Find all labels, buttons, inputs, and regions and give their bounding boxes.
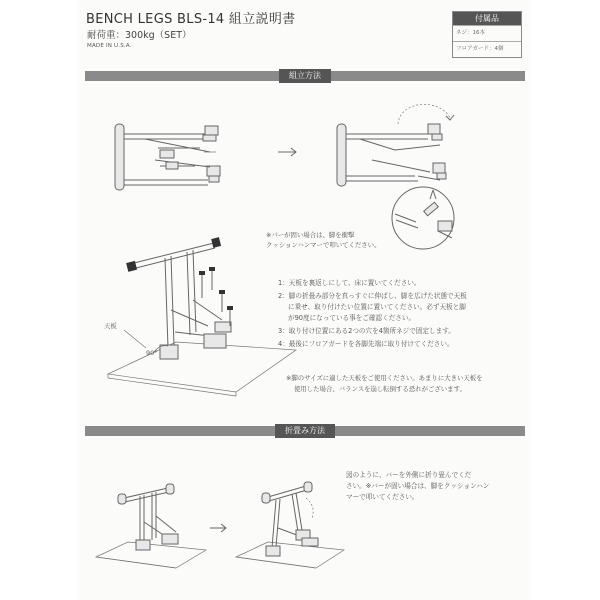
step-3: 3：取り付け位置にある2つの穴を4箇所ネジで固定します。 — [278, 327, 455, 335]
assembly-section-label: 組立方法 — [279, 69, 331, 83]
step-2-line-1: 2：脚の折畳み部分を真っすぐに伸ばし、脚を広げた状態で天板 — [278, 292, 467, 300]
step-4: 4：最後にフロアガードを各脚先端に取り付けてください。 — [278, 340, 454, 348]
accessory-screws: ネジ：16本 — [453, 25, 521, 41]
folding-instruction-line-3: マーで叩いてください。 — [346, 493, 419, 501]
accessories-heading: 付属品 — [453, 12, 521, 25]
accessory-floor-guards: フロアガード：4個 — [453, 41, 521, 57]
load-rating: 耐荷重：300kg（SET） — [87, 30, 192, 41]
folding-instruction-line-1: 図のように、バーを外側に折り畳んでくだ — [346, 471, 472, 479]
step-2-line-3: が90度になっている事をご確認ください。 — [288, 314, 416, 322]
made-in-label: MADE IN U.S.A. — [87, 43, 132, 49]
hammer-note-line-2: クッションハンマーで叩いてください。 — [266, 241, 381, 249]
angle-label: 90° — [146, 349, 158, 357]
folding-section-label: 折畳み方法 — [275, 424, 335, 438]
caution-line-1: ※脚のサイズに適した天板をご使用ください。あまりに大きい天板を — [286, 374, 483, 382]
step-2-line-2: に乗せ、取り付けたい位置に置いてください。必ず天板と脚 — [288, 303, 466, 311]
step-1: 1：天板を裏返しにして、床に置いてください。 — [278, 279, 421, 287]
caution-line-2: 使用した場合、バランスを崩し転倒する恐れがございます。 — [294, 385, 466, 393]
tabletop-label: 天板 — [104, 322, 117, 330]
document-title: BENCH LEGS BLS-14 組立説明書 — [86, 12, 296, 27]
hammer-note-line-1: ※バーが固い場合は、脚を衝撃 — [266, 231, 355, 239]
folding-instruction-line-2: さい。※バーが固い場合は、脚をクッションハン — [346, 482, 490, 490]
